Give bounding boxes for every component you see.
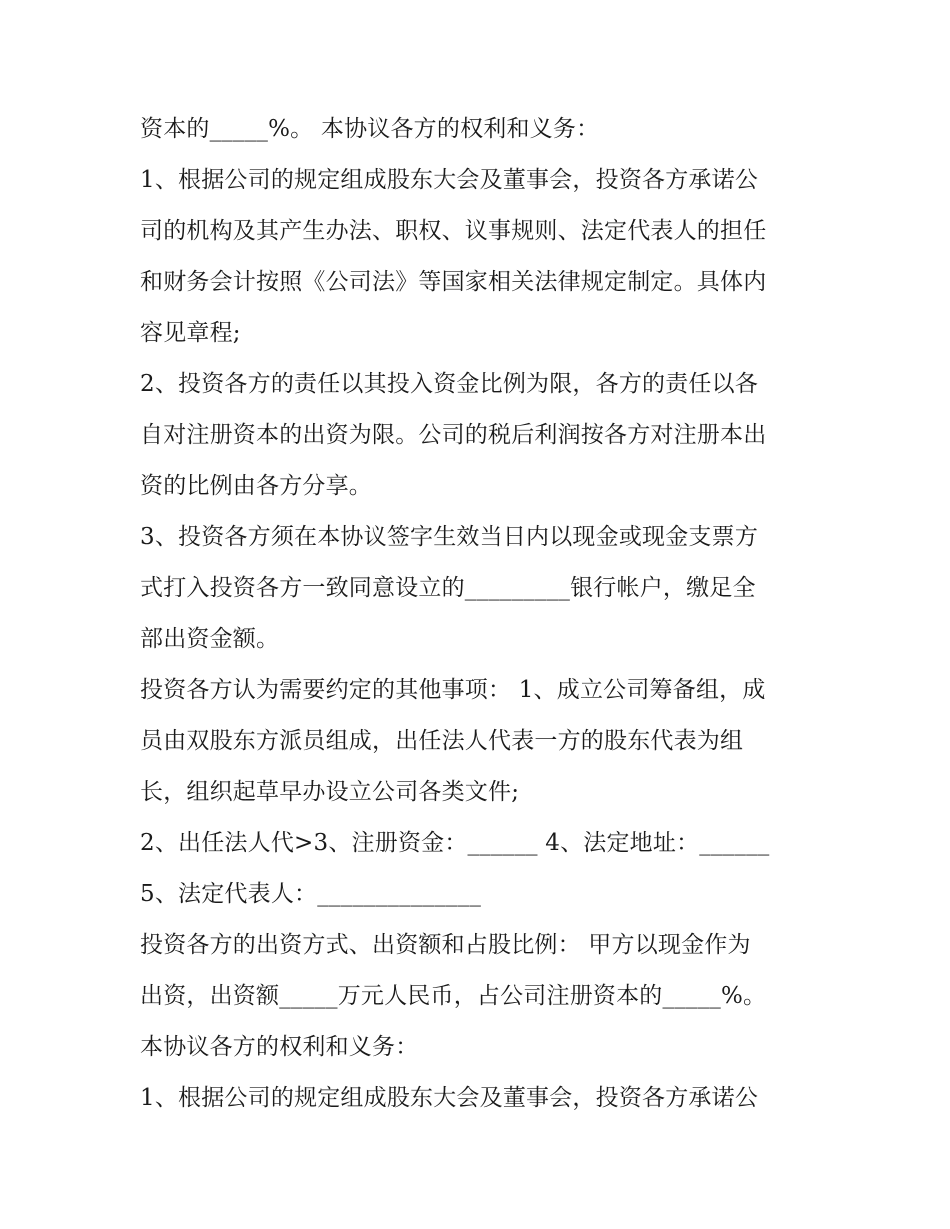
agreement-text (140, 104, 830, 1124)
text-line: 员由双股东方派员组成，出任法人代表一方的股东代表为组 (140, 728, 744, 754)
text-line: 和财务会计按照《公司法》等国家相关法律规定制定。具体内 (140, 269, 767, 295)
text-line: 资本的_____%。 本协议各方的权利和义务： (140, 116, 600, 142)
text-line: 1、根据公司的规定组成股东大会及董事会，投资各方承诺公 (140, 167, 759, 193)
text-line: 容见章程; (140, 320, 241, 346)
text-line: 出资，出资额_____万元人民币，占公司注册资本的_____%。 (140, 983, 767, 1009)
text-line: 资的比例由各方分享。 (140, 473, 372, 499)
text-line: 部出资金额。 (140, 626, 280, 652)
text-line: 投资各方的出资方式、出资额和占股比例： 甲方以现金作为 (140, 932, 751, 958)
text-line: 1、根据公司的规定组成股东大会及董事会，投资各方承诺公 (140, 1085, 759, 1111)
text-line: 2、投资各方的责任以其投入资金比例为限，各方的责任以各 (140, 371, 759, 397)
text-line: 3、投资各方须在本协议签字生效当日内以现金或现金支票方 (140, 524, 759, 550)
text-line: 本协议各方的权利和义务： (140, 1034, 419, 1060)
text-line: 2、出任法人代>3、注册资金：______ 4、法定地址：______ (140, 830, 770, 856)
text-line: 式打入投资各方一致同意设立的_________银行帐户，缴足全 (140, 575, 756, 601)
text-line: 5、法定代表人：______________ (140, 881, 482, 907)
text-line: 投资各方认为需要约定的其他事项： 1、成立公司筹备组，成 (140, 677, 766, 703)
text-line: 司的机构及其产生办法、职权、议事规则、法定代表人的担任 (140, 218, 767, 244)
text-line: 自对注册资本的出资为限。公司的税后利润按各方对注册本出 (140, 422, 767, 448)
text-line: 长，组织起草早办设立公司各类文件; (140, 779, 520, 805)
